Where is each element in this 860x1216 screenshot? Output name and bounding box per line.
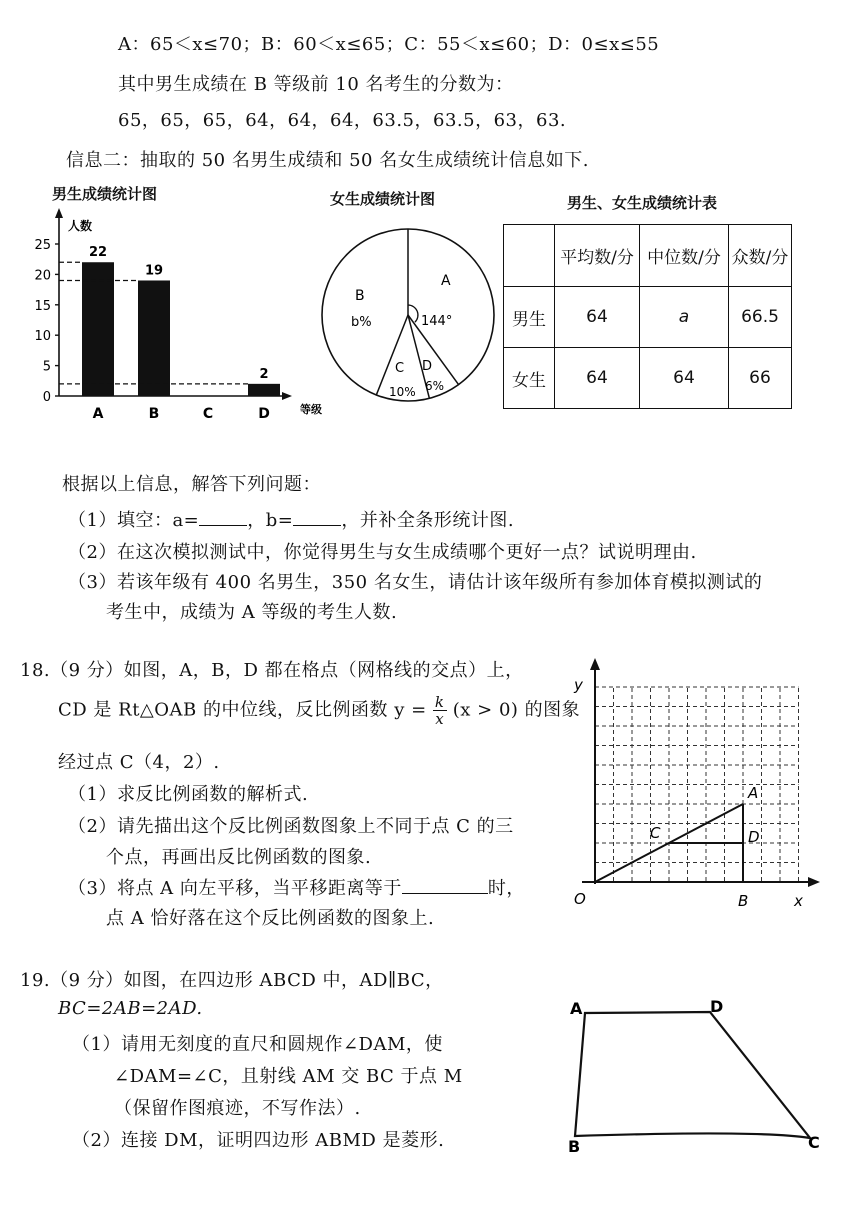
q17-part1-b: ，b= (247, 510, 294, 531)
bar-y-tick-label: 5 (42, 359, 51, 375)
table-row (504, 348, 792, 409)
bar-y-tick-label: 15 (34, 298, 51, 314)
pie-label-d-pct: 6% (425, 379, 445, 393)
p19-part2: （2）连接 DM，证明四边形 ABMD 是菱形. (72, 1130, 445, 1151)
quadrilateral-abcd-figure (560, 990, 840, 1170)
table-header-cell: 中位数/分 (640, 225, 729, 287)
p19-line2: BC=2AB=2AD. (58, 998, 203, 1019)
p18-line2-b: (x > 0) 的图象 (452, 699, 581, 721)
bar-chart-title: 男生成绩统计图 (52, 185, 158, 203)
q17-part1 (68, 506, 514, 532)
bar-x-arrow (282, 392, 292, 400)
grid-x-arrow (808, 877, 820, 887)
q17-part1-c: ，并补全条形统计图. (341, 510, 515, 531)
pie-label-a-angle: 144° (421, 314, 453, 329)
quad-label-d: D (710, 997, 724, 1016)
p19-part1-line1: （1）请用无刻度的直尺和圆规作∠DAM，使 (72, 1034, 443, 1055)
bar-category-label: D (258, 406, 270, 422)
answer-blank-a[interactable] (199, 507, 247, 526)
q17-part1-a: （1）填空：a= (68, 510, 200, 531)
table-cell: 64 (555, 287, 640, 348)
q17-part3-line2: 考生中，成绩为 A 等级的考生人数. (106, 602, 398, 623)
bar-a (82, 262, 114, 396)
female-score-pie-chart (313, 220, 503, 410)
bar-y-tick-label: 20 (34, 268, 51, 284)
pie-label-a: A (441, 273, 451, 289)
table-cell: 女生 (504, 348, 555, 409)
bar-d (248, 384, 280, 396)
quad-label-a: A (570, 999, 583, 1018)
p18-part2-line1: （2）请先描出这个反比例函数图象上不同于点 C 的三 (68, 816, 514, 837)
quadrilateral-abcd (575, 1012, 810, 1138)
q17-lead: 根据以上信息，解答下列问题： (62, 474, 321, 495)
p18-part2-line2: 个点，再画出反比例函数的图象. (106, 847, 372, 868)
pie-label-c-pct: 10% (389, 385, 416, 399)
table-cell: 66 (729, 348, 792, 409)
p19-part1-line2: ∠DAM=∠C，且射线 AM 交 BC 于点 M (114, 1066, 463, 1087)
table-cell: 64 (555, 348, 640, 409)
grid-lines (595, 687, 799, 882)
table-cell: 66.5 (729, 287, 792, 348)
bar-y-axis-label: 人数 (68, 219, 93, 233)
table-header-cell: 平均数/分 (555, 225, 640, 287)
p18-part3-b: 时， (487, 878, 525, 899)
grid-label-a: A (748, 784, 759, 802)
fraction-k-over-x (433, 694, 447, 727)
pie-label-d: D (422, 359, 433, 374)
bar-category-label: B (148, 406, 160, 422)
grid-label-x: x (794, 892, 803, 910)
bar-category-label: A (92, 406, 104, 422)
p18-line1: 18.（9 分）如图，A，B，D 都在格点（网格线的交点）上， (20, 660, 524, 681)
grade-ranges: A：65＜x≤70；B：60＜x≤65；C：55＜x≤60；D：0≤x≤55 (118, 34, 660, 55)
p18-part3-line2: 点 A 恰好落在这个反比例函数的图象上. (106, 908, 435, 929)
grid-label-c: C (650, 824, 661, 842)
q17-part2: （2）在这次模拟测试中，你觉得男生与女生成绩哪个更好一点？试说明理由. (68, 542, 697, 563)
pie-slice-boundary (376, 315, 408, 395)
p19-part1-line3: （保留作图痕迹，不写作法）. (114, 1098, 361, 1119)
frac-numerator: k (434, 693, 445, 711)
p18-line3: 经过点 C（4，2）. (58, 752, 220, 773)
top10-intro: 其中男生成绩在 B 等级前 10 名考生的分数为： (118, 74, 514, 95)
answer-blank-b[interactable] (293, 507, 341, 526)
bar-y-ticks (34, 238, 59, 405)
bar-y-tick-label: 10 (34, 329, 51, 345)
pie-chart-title: 女生成绩统计图 (330, 190, 436, 208)
p18-part3-line1 (68, 874, 525, 900)
coordinate-grid-figure (562, 652, 822, 932)
table-header-row (504, 225, 792, 287)
table-row (504, 287, 792, 348)
table-cell: 64 (640, 348, 729, 409)
grid-label-o: O (574, 890, 586, 908)
table-header-cell (504, 225, 555, 287)
p18-line2 (58, 694, 580, 727)
bar-value-label: 2 (259, 366, 269, 382)
grid-label-y: y (574, 676, 583, 694)
pie-label-b: B (355, 288, 365, 304)
table-title: 男生、女生成绩统计表 (567, 194, 718, 212)
info-two: 信息二：抽取的 50 名男生成绩和 50 名女生成绩统计信息如下. (66, 150, 589, 171)
bar-x-axis-label: 等级 (300, 403, 322, 416)
p19-line1: 19.（9 分）如图，在四边形 ABCD 中，AD∥BC， (20, 970, 444, 991)
bar-category-label: C (202, 406, 214, 422)
bar-y-tick-label: 25 (34, 238, 51, 253)
male-score-bar-chart (30, 200, 330, 430)
bar-b (138, 280, 170, 396)
answer-blank-shift[interactable] (402, 875, 488, 894)
pie-label-b-pct: b% (351, 315, 372, 330)
bar-value-label: 22 (88, 245, 108, 261)
grid-label-b: B (738, 892, 749, 910)
top10-scores: 65，65，65，64，64，64，63.5，63.5，63，63. (118, 110, 567, 131)
table-cell: a (640, 287, 729, 348)
bar-y-arrow (55, 208, 63, 218)
stats-table (503, 224, 792, 409)
quad-label-c: C (808, 1133, 820, 1152)
grid-label-d: D (748, 828, 760, 846)
p18-part1: （1）求反比例函数的解析式. (68, 784, 309, 805)
bar-value-label: 19 (144, 263, 164, 279)
p18-part3-a: （3）将点 A 向左平移，当平移距离等于 (68, 878, 402, 899)
frac-denominator: x (435, 710, 445, 728)
bar-y-tick-label: 0 (42, 390, 51, 405)
table-header-cell: 众数/分 (729, 225, 792, 287)
table-cell: 男生 (504, 287, 555, 348)
quad-label-b: B (568, 1137, 581, 1156)
grid-y-arrow (590, 658, 600, 670)
pie-label-c: C (395, 361, 405, 376)
q17-part3-line1: （3）若该年级有 400 名男生，350 名女生，请估计该年级所有参加体育模拟测试的 (68, 572, 763, 593)
p18-line2-a: CD 是 Rt△OAB 的中位线，反比例函数 y = (58, 699, 427, 721)
